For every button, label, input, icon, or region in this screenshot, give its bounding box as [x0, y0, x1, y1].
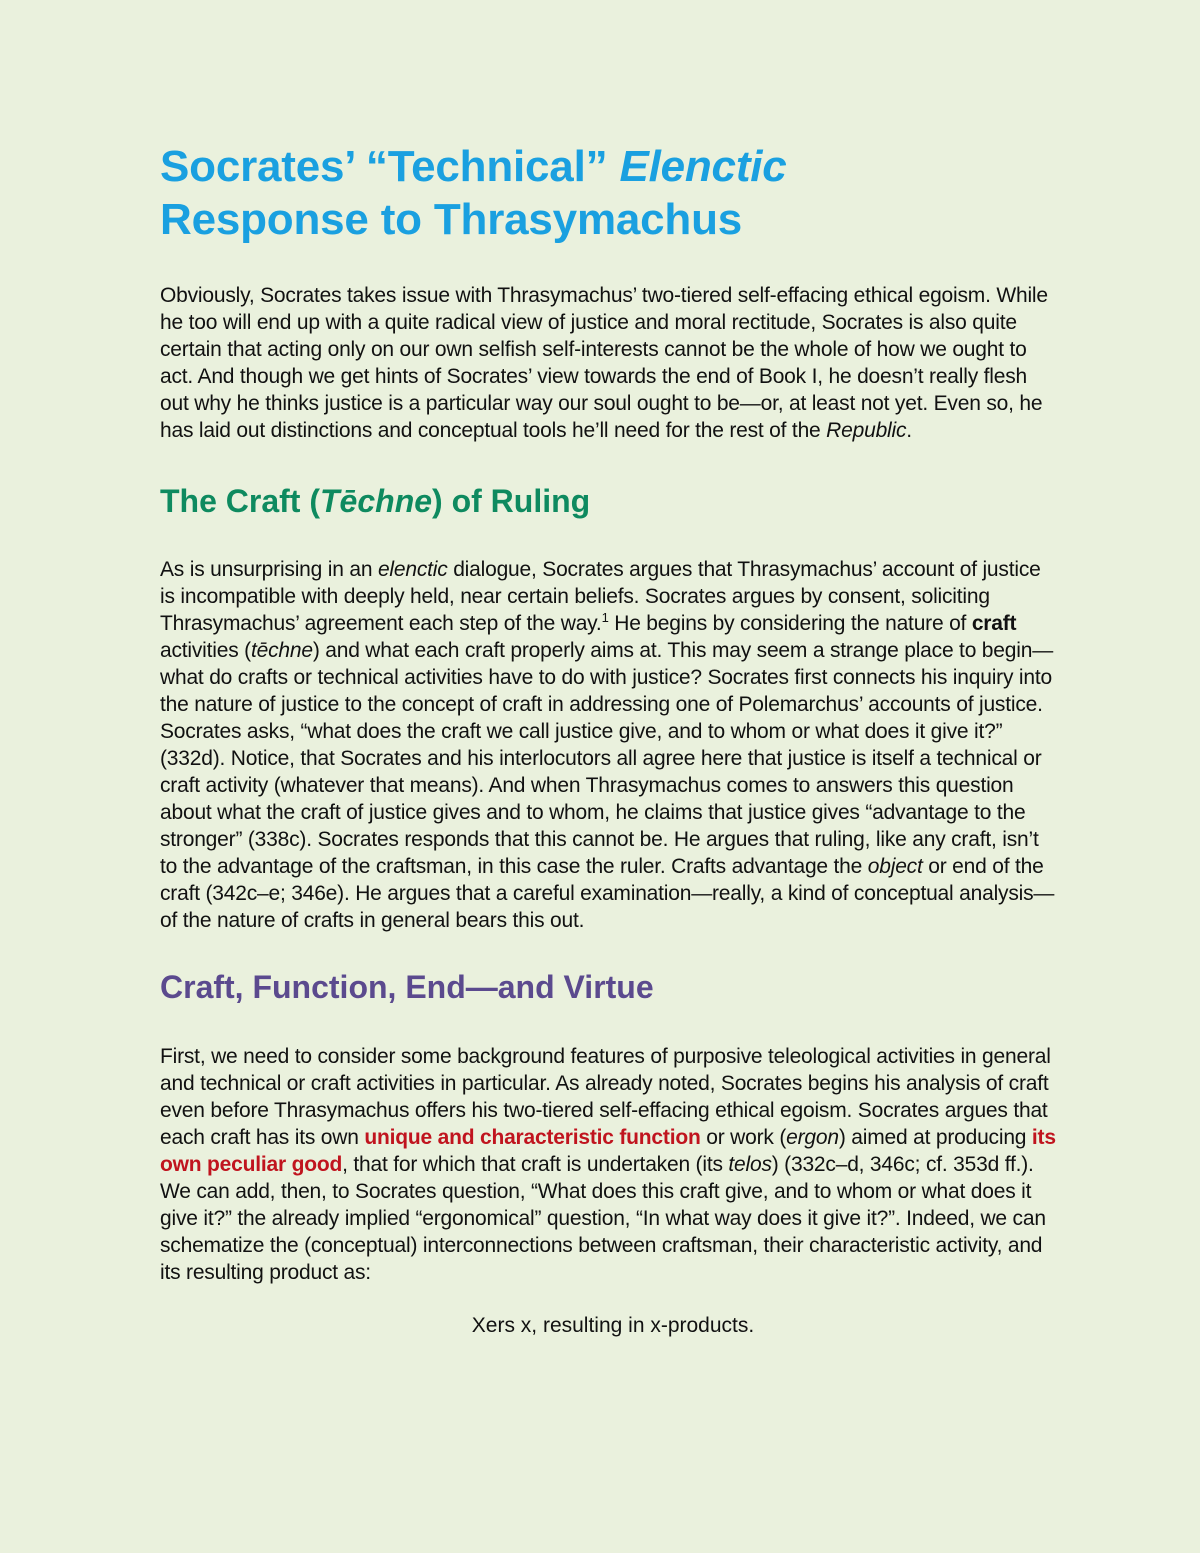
telos-italic: telos — [728, 1153, 772, 1176]
ergon-italic: ergon — [786, 1126, 839, 1149]
body-text: or work ( — [700, 1126, 787, 1149]
heading-text: The Craft ( — [160, 483, 320, 519]
elenctic-italic: elenctic — [377, 558, 448, 581]
intro-paragraph — [160, 282, 1060, 444]
footnote-marker[interactable]: 1 — [601, 610, 609, 625]
highlight-unique-function: unique and characteristic function — [364, 1126, 701, 1149]
object-italic: object — [867, 855, 923, 878]
body-text: , that for which that craft is undertaken (its — [342, 1153, 729, 1176]
heading-italic-techne: Tēchne — [320, 483, 433, 519]
body-text: activities ( — [160, 639, 251, 662]
page-title — [160, 140, 1060, 246]
craft-of-ruling-paragraph — [160, 556, 1060, 934]
title-italic-word: Elenctic — [619, 142, 787, 191]
body-text: ) (332c–d, 346c; cf. 353d ff.). We can add, then, to Socrates question, “What does this craft give, and to whom or what does it give it?” the already implied “ergonomical” question, “In what way does it give it?”. Indeed, we can schematize the (conceptual) interconnections between craftsman, their characteristic activity, and its resulting product as: — [160, 1153, 1046, 1284]
highlight-peculiar-good: its own peculiar good — [160, 1126, 1056, 1176]
republic-italic: Republic — [826, 419, 907, 442]
heading-text: ) of Ruling — [432, 483, 591, 519]
body-text: or end of the craft (342c–e; 346e). He argues that a careful examination—really, a kind of conceptual analysis—of the nature of crafts in general bears this out. — [160, 855, 1055, 932]
section-heading-craft-function-end-virtue: Craft, Function, End—and Virtue — [160, 969, 654, 1005]
body-text: ) aimed at producing — [838, 1126, 1032, 1149]
techne-italic: tēchne — [250, 639, 313, 662]
intro-text: Obviously, Socrates takes issue with Thrasymachus’ two-tiered self-effacing ethical egoism. While he too will end up with a quite radical view of justice and moral rectitude, Socrates is also quite certain that acting only on our own selfish self-interests cannot be the whole of how we ought to act. And though we get hints of Socrates’ view towards the end of Book I, he doesn’t really flesh out why he thinks justice is a particular way our soul ought to be—or, at least not yet. Even so, he has laid out distinctions and conceptual tools he’ll need for the rest of the — [160, 284, 1048, 442]
title-text: Socrates’ “Technical” — [160, 142, 620, 191]
schema-formula: Xers x, resulting in x-products. — [471, 1314, 755, 1337]
intro-end: . — [906, 419, 912, 442]
body-text: He begins by considering the nature of — [608, 612, 972, 635]
body-text: First, we need to consider some background features of purposive teleological activities in general and technical or craft activities in particular. As already noted, Socrates begins his analysis of craft even before Thrasymachus offers his two-tiered self-effacing ethical egoism. Socrates argues that each craft has its own — [160, 1045, 1051, 1149]
body-text: dialogue, Socrates argues that Thrasymachus’ account of justice is incompatible with deeply held, near certain beliefs. Socrates argues by consent, soliciting Thrasymachus’ agreement each step of the way. — [160, 558, 1041, 635]
craft-function-paragraph — [160, 1043, 1060, 1286]
section-heading-craft-of-ruling — [160, 481, 1060, 521]
title-line-2: Response to Thrasymachus — [160, 195, 743, 244]
document-body — [160, 140, 1060, 1339]
body-text: As is unsurprising in an — [160, 558, 378, 581]
body-text: ) and what each craft properly aims at. This may seem a strange place to begin—what do crafts or technical activities have to do with justice? Socrates first connects his inquiry into the nature of justice to the concept of craft in addressing one of Polemarchus’ accounts of justice. Socrates asks, “what does the craft we call justice give, and to whom or what does it give it?” (332d). Notice, that Socrates and his interlocutors all agree here that justice is itself a technical or craft activity (whatever that means). And when Thrasymachus comes to answers this question about what the craft of justice gives and to whom, he claims that justice gives “advantage to the stronger” (338c). Socrates responds that this cannot be. He argues that ruling, like any craft, isn’t to the advantage of the craftsman, in this case the ruler. Crafts advantage the — [160, 639, 1053, 878]
title-line-1 — [160, 140, 1060, 193]
craft-bold: craft — [971, 612, 1017, 635]
